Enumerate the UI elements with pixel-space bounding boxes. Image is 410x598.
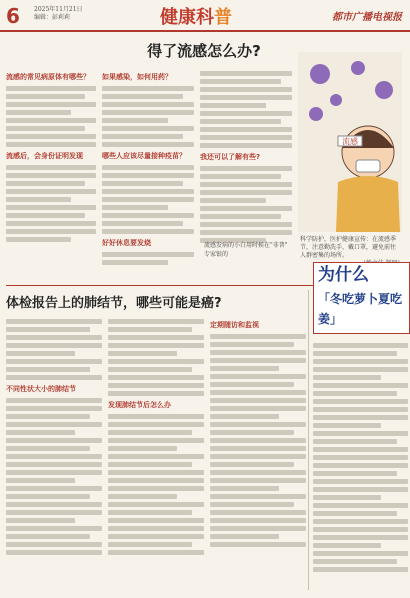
article1-subhead-6: 我还可以了解有些?: [200, 153, 261, 161]
article1-col2: [102, 68, 194, 278]
article2-col1: [6, 316, 102, 594]
caption-text: 科学防护，医护健康宣传：在流感季节，注意勤洗手、戴口罩，避免前往人群密集的场所。: [300, 236, 397, 259]
article1-subhead-4: 哪些人应该尽量接种疫苗？: [102, 152, 186, 160]
section-kicker: [160, 3, 232, 29]
header-meta: [34, 6, 83, 22]
article2-col3: [210, 316, 306, 594]
article3-title-line1: 为什么: [318, 265, 369, 285]
byline-author: 专家银的: [204, 251, 229, 258]
kicker-accent: 普: [214, 7, 232, 28]
column-divider: [308, 290, 309, 590]
article1-subhead-2: 流感后，会身份证明发现: [6, 152, 83, 160]
article1-subhead-5: 好好休息要发烧: [102, 239, 151, 247]
page-number: 6: [6, 4, 20, 28]
article2-subhead-3: 定期随访和监视: [210, 321, 259, 329]
article2-col2: [108, 316, 204, 594]
article1-col1: [6, 68, 96, 278]
flu-illustration: [298, 52, 402, 232]
article1-subhead-3: 如果感染，如何用药？: [102, 73, 172, 81]
kicker-main: 健康科: [160, 7, 214, 28]
byline-text: 流感发病的小白用时候在"非普": [204, 242, 288, 249]
article1-byline: [204, 240, 292, 258]
date-line: 2025年11月21日: [34, 6, 83, 13]
masthead: 都市广播电视报: [332, 12, 402, 23]
article3-title-box: [313, 262, 410, 334]
article2-headline: 体检报告上的肺结节，哪些可能是癌?: [6, 296, 222, 311]
article3-body: [313, 340, 408, 594]
article3-title-line2: 「冬吃萝卜夏吃姜」: [318, 292, 403, 326]
article2-subhead-2: 发现肺结节后怎么办: [108, 401, 171, 409]
page-header: [0, 0, 410, 32]
article2-subhead-1: 不同性状大小的肺结节: [6, 385, 76, 393]
article1-subhead-1: 流感的常见病原体有哪些？: [6, 73, 90, 81]
article1-headline: 得了流感怎么办?: [147, 42, 261, 60]
illustration-label: 流感: [342, 137, 358, 146]
editor-line: 编辑：彭莉莉: [34, 14, 71, 21]
